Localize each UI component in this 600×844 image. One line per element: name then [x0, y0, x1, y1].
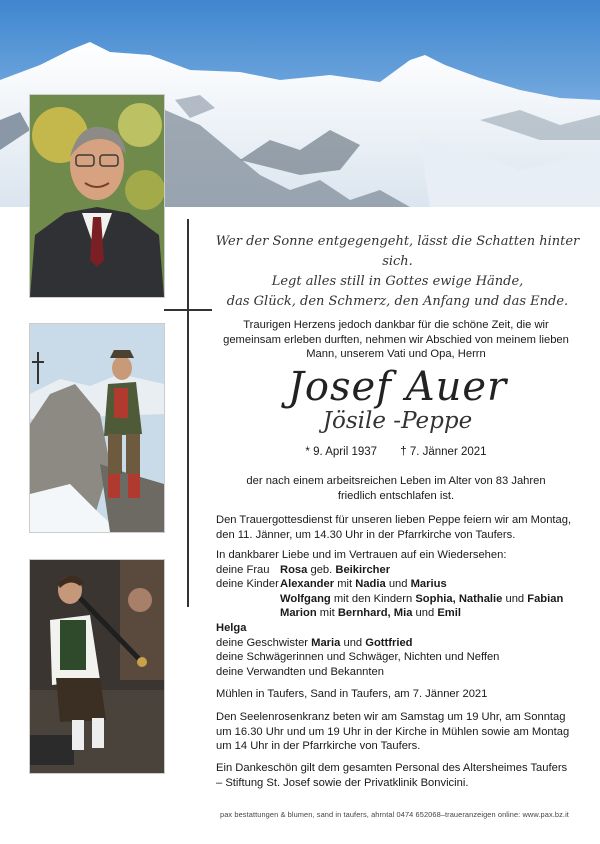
- deceased-nickname: Jösile -Peppe: [322, 408, 473, 434]
- deceased-name: Josef Auer: [287, 364, 508, 410]
- family-row-children: [216, 577, 576, 592]
- portrait-photo: [29, 94, 165, 298]
- intro-text: [216, 318, 576, 362]
- poem-line: Legt alles still in Gottes ewige Hände,: [271, 274, 524, 289]
- service-text: Den Trauergottesdienst für unseren lieben Peppe feiern wir am Montag, den 11. Jänner, um 14.30 Uhr in der Pfarrkirche von Taufers.: [216, 514, 572, 541]
- partner-name: Nadia: [355, 578, 386, 591]
- grandchild-name: Fabian: [527, 592, 564, 605]
- intro-line: Traurigen Herzens jedoch dankbar für die schöne Zeit, die wir: [243, 319, 549, 331]
- life-text: [216, 474, 576, 503]
- grandchild-name: Bernhard, Mia: [337, 607, 413, 620]
- thanks-text: Ein Dankeschön gilt dem gesamten Personal des Altersheimes Taufers – Stiftung St. Josef sowie der Privatklinik Bonvicini.: [216, 762, 568, 789]
- cross-vertical-bar: [187, 219, 189, 607]
- footer-credit: pax bestattungen & blumen, sand in taufers, ahrntal 0474 652068–traueranzeigen online: www.pax.bz.it: [220, 810, 569, 819]
- grandchild-name: Sophia, Nathalie: [415, 592, 503, 605]
- wife-maiden-prefix: geb.: [310, 563, 333, 576]
- connector: und: [415, 607, 435, 620]
- grandchild-name: Marius: [410, 578, 447, 591]
- connector: mit den Kindern: [333, 592, 413, 605]
- sibling-name: Gottfried: [365, 636, 413, 649]
- wife-first-name: Rosa: [280, 563, 308, 576]
- rosary-text: Den Seelenrosenkranz beten wir am Samstag um 19 Uhr, am Sonntag um 16.30 Uhr und um 19 Uhr in der Kirche in Mühlen sowie am Montag um 14 Uhr in der Pfarrkirche von Taufers.: [216, 711, 570, 753]
- child-name: Marion: [280, 607, 317, 620]
- place-date: Mühlen in Taufers, Sand in Taufers, am 7. Jänner 2021: [216, 688, 488, 700]
- family-row-inlaws: deine Schwägerinnen und Schwäger, Nichten und Neffen: [216, 651, 500, 664]
- grandchild-name: Emil: [437, 607, 461, 620]
- hiker-photo: [29, 323, 165, 533]
- family-row-relatives: deine Verwandten und Bekannten: [216, 665, 384, 678]
- connector: und: [388, 578, 408, 591]
- life-line: friedlich entschlafen ist.: [337, 489, 455, 502]
- sibling-name: Maria: [311, 636, 341, 649]
- death-date: † 7. Jänner 2021: [400, 446, 487, 458]
- poem-line: das Glück, den Schmerz, den Anfang und das Ende.: [226, 294, 569, 309]
- birth-date: * 9. April 1937: [305, 446, 378, 458]
- child-name: Alexander: [280, 578, 335, 591]
- poem-line: Wer der Sonne entgegengeht, lässt die Schatten hinter sich.: [215, 234, 580, 269]
- children-label: deine Kinder: [216, 578, 279, 591]
- family-list: [216, 548, 576, 679]
- family-row-siblings: [216, 636, 576, 651]
- connector: und: [505, 592, 525, 605]
- family-row-child2: [216, 592, 576, 607]
- siblings-label: deine Geschwister: [216, 636, 309, 649]
- intro-line: gemeinsam erleben durften, nehmen wir Abschied von meinem lieben: [223, 333, 569, 346]
- child-name: Helga: [216, 621, 247, 634]
- intro-line: Mann, unserem Vati und Opa, Herrn: [306, 348, 486, 361]
- family-row-child3: [216, 606, 576, 621]
- life-line: der nach einem arbeitsreichen Leben im Alter von 83 Jahren: [246, 475, 546, 487]
- poem: [210, 232, 585, 312]
- wife-label: deine Frau: [216, 563, 270, 576]
- life-dates: [216, 446, 576, 458]
- connector: mit: [319, 607, 335, 620]
- connector: mit: [337, 578, 353, 591]
- family-intro: In dankbarer Liebe und im Vertrauen auf ein Wiedersehen:: [216, 549, 507, 561]
- musician-photo: [29, 559, 165, 774]
- family-row-child4: [216, 621, 576, 636]
- wife-maiden-name: Beikircher: [335, 563, 391, 576]
- family-row-wife: [216, 563, 576, 578]
- connector: und: [343, 636, 363, 649]
- child-name: Wolfgang: [280, 592, 331, 605]
- cross-horizontal-bar: [164, 309, 212, 311]
